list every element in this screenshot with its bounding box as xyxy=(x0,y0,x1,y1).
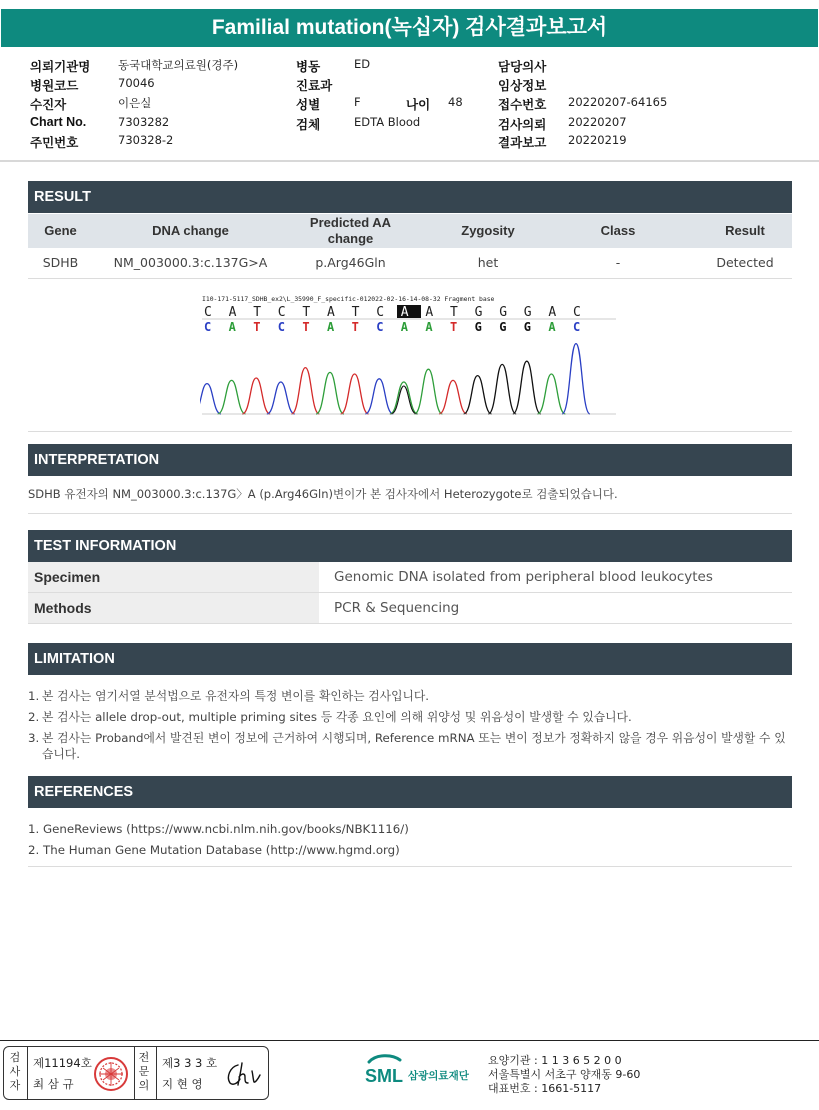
trace-peak xyxy=(267,382,295,414)
methods-label: Methods xyxy=(28,593,319,623)
institution-phone: 대표번호 : 1661-5117 xyxy=(488,1082,602,1095)
specimen-value: Genomic DNA isolated from peripheral blood leukocytes xyxy=(334,569,713,585)
sml-logo xyxy=(364,1052,486,1092)
top-base-call: T xyxy=(302,305,311,320)
signer1-name: 최 삼 규 xyxy=(33,1077,74,1091)
patient-field: 의뢰기관명 동국대학교의료원(경주) xyxy=(30,58,239,74)
trace-peak xyxy=(488,364,516,414)
methods-value: PCR & Sequencing xyxy=(334,600,460,616)
base-call: C xyxy=(204,320,212,334)
result-table xyxy=(28,214,792,279)
table-row xyxy=(28,593,792,624)
interpretation-text: SDHB 유전자의 NM_003000.3:c.137G〉A (p.Arg46Gln)변이가 본 검사자에서 Heterozygote로 검출되었습니다. xyxy=(28,487,618,501)
handwritten-signature-icon xyxy=(224,1059,262,1089)
base-call: C xyxy=(277,320,286,334)
trace-peak xyxy=(365,379,393,414)
patient-field: 검체 EDTA Blood xyxy=(296,115,421,132)
test-information-table xyxy=(28,562,792,624)
trace-peak xyxy=(291,368,319,414)
references-heading: REFERENCES xyxy=(28,776,792,808)
trace-peak xyxy=(537,374,565,414)
base-call: T xyxy=(253,320,261,334)
svg-text:삼광의료재단: 삼광의료재단 xyxy=(408,1070,469,1082)
references-list xyxy=(28,821,792,863)
top-base-call: T xyxy=(253,305,262,320)
trace-peak xyxy=(464,376,492,414)
patient-field: 담당의사 xyxy=(498,60,547,74)
col-header-class: Class xyxy=(600,223,636,238)
cell-aa-change: p.Arg46Gln xyxy=(315,255,386,270)
patient-field: 성별 F xyxy=(296,95,361,112)
top-base-call: C xyxy=(204,305,212,320)
col-header-gene: Gene xyxy=(44,223,77,238)
top-base-call: T xyxy=(351,305,360,320)
top-base-call: G xyxy=(499,305,508,320)
trace-peak xyxy=(439,380,467,414)
patient-field: 접수번호 20220207-64165 xyxy=(498,95,668,112)
limitation-heading: LIMITATION xyxy=(28,643,792,675)
base-call: A xyxy=(400,320,409,334)
col-header-dna-change: DNA change xyxy=(152,223,229,238)
top-base-call: G xyxy=(474,305,483,320)
trace-peak xyxy=(316,372,344,414)
base-call: A xyxy=(327,320,335,334)
patient-field: 수진자 이은실 xyxy=(30,96,152,112)
base-call: G xyxy=(474,320,482,334)
signature-box xyxy=(3,1046,269,1100)
institution-code: 요양기관 : 1 1 3 6 5 2 0 0 xyxy=(488,1054,622,1067)
trace-peak xyxy=(341,374,369,414)
het-secondary-peak xyxy=(391,386,417,414)
patient-field: 병동 ED xyxy=(296,57,371,74)
header-divider xyxy=(0,160,819,162)
cell-gene: SDHB xyxy=(42,255,79,270)
patient-field: 병원코드 70046 xyxy=(30,76,155,93)
patient-field: 결과보고 20220219 xyxy=(498,133,627,150)
footer-divider xyxy=(0,1040,819,1041)
chromatogram-caption: I10-171-5117_SDHB_ex2\L_35990_F_specific-012022-02-16-14-08-32 Fragment base xyxy=(202,295,495,303)
institution-address: 서울특별시 서초구 양재동 9-60 xyxy=(488,1068,641,1081)
top-base-call: C xyxy=(573,305,581,320)
trace-peak xyxy=(562,344,590,414)
top-base-call: A xyxy=(327,305,335,320)
patient-field: Chart No. 7303282 xyxy=(30,115,170,129)
base-call: T xyxy=(351,320,359,334)
patient-field: 진료과 xyxy=(296,79,333,93)
sequence-chromatogram xyxy=(200,292,620,416)
base-call: G xyxy=(523,320,532,334)
base-call: G xyxy=(499,320,507,334)
patient-age: 나이 48 xyxy=(406,95,463,112)
test-information-heading: TEST INFORMATION xyxy=(28,530,792,562)
trace-peak xyxy=(242,378,270,414)
result-divider xyxy=(28,431,792,432)
references-divider xyxy=(28,866,792,867)
top-base-call: A xyxy=(425,305,434,320)
col-header-result: Result xyxy=(725,223,765,238)
top-base-call: C xyxy=(277,305,286,320)
top-base-call: A xyxy=(228,305,237,320)
top-base-call: A xyxy=(400,305,409,320)
patient-field: 주민번호 730328-2 xyxy=(30,133,174,150)
top-base-call: A xyxy=(548,305,557,320)
table-row xyxy=(28,248,792,279)
signer2-role: 전문의 xyxy=(138,1051,150,1092)
signer1-role: 검사자 xyxy=(9,1051,21,1092)
institution-info xyxy=(488,1054,640,1096)
base-call: T xyxy=(302,320,310,334)
signer2-name: 지 현 영 xyxy=(162,1077,203,1091)
specimen-label: Specimen xyxy=(28,562,319,592)
result-header-row xyxy=(28,214,792,248)
cell-result: Detected xyxy=(716,255,774,270)
base-call: A xyxy=(228,320,236,334)
trace-peak xyxy=(200,384,221,414)
trace-peak xyxy=(390,382,418,414)
patient-field: 임상정보 xyxy=(498,79,547,93)
cell-class: - xyxy=(615,255,621,270)
col-header-aa-change: Predicted AA change xyxy=(309,215,392,246)
patient-info xyxy=(0,54,819,154)
patient-field: 검사의뢰 20220207 xyxy=(498,115,627,132)
list-item: 2. 본 검사는 allele drop-out, multiple priming sites 등 각종 요인에 의해 위양성 및 위음성이 발생할 수 있습니다. xyxy=(28,710,632,724)
list-item: 3. 본 검사는 Proband에서 발견된 변이 정보에 근거하여 시행되며, Reference mRNA 또는 변이 정보가 정확하지 않을 경우 위음성이 발생할 수 있습니다. xyxy=(28,731,786,761)
top-base-call: T xyxy=(450,305,458,320)
trace-peak xyxy=(513,361,541,414)
base-call: A xyxy=(548,320,556,334)
base-call: C xyxy=(376,320,384,334)
limitation-list xyxy=(28,688,792,767)
trace-peak xyxy=(218,380,246,414)
col-header-zygosity: Zygosity xyxy=(461,223,515,238)
base-call: A xyxy=(425,320,433,334)
signer2-license: 제3 3 3 호 xyxy=(162,1056,218,1070)
seal-stamp-icon xyxy=(93,1056,129,1092)
reference-link[interactable]: 1. GeneReviews (https://www.ncbi.nlm.nih.gov/books/NBK1116/) xyxy=(28,822,409,836)
interpretation-divider xyxy=(28,513,792,514)
result-heading: RESULT xyxy=(28,181,792,213)
top-base-call: C xyxy=(376,305,385,320)
cell-dna-change: NM_003000.3:c.137G>A xyxy=(113,255,268,270)
report-title: Familial mutation(녹십자) 검사결과보고서 xyxy=(1,9,818,47)
table-row xyxy=(28,562,792,593)
svg-text:SML: SML xyxy=(365,1066,403,1086)
reference-link[interactable]: 2. The Human Gene Mutation Database (http://www.hgmd.org) xyxy=(28,843,400,857)
trace-peak xyxy=(414,369,442,414)
cell-zygosity: het xyxy=(477,255,499,270)
base-call: T xyxy=(450,320,458,334)
base-call: C xyxy=(573,320,581,334)
top-base-call: G xyxy=(523,305,532,320)
signer1-license: 제11194호 xyxy=(33,1056,92,1070)
list-item: 1. 본 검사는 염기서열 분석법으로 유전자의 특정 변이를 확인하는 검사입니다. xyxy=(28,689,430,703)
interpretation-heading: INTERPRETATION xyxy=(28,444,792,476)
